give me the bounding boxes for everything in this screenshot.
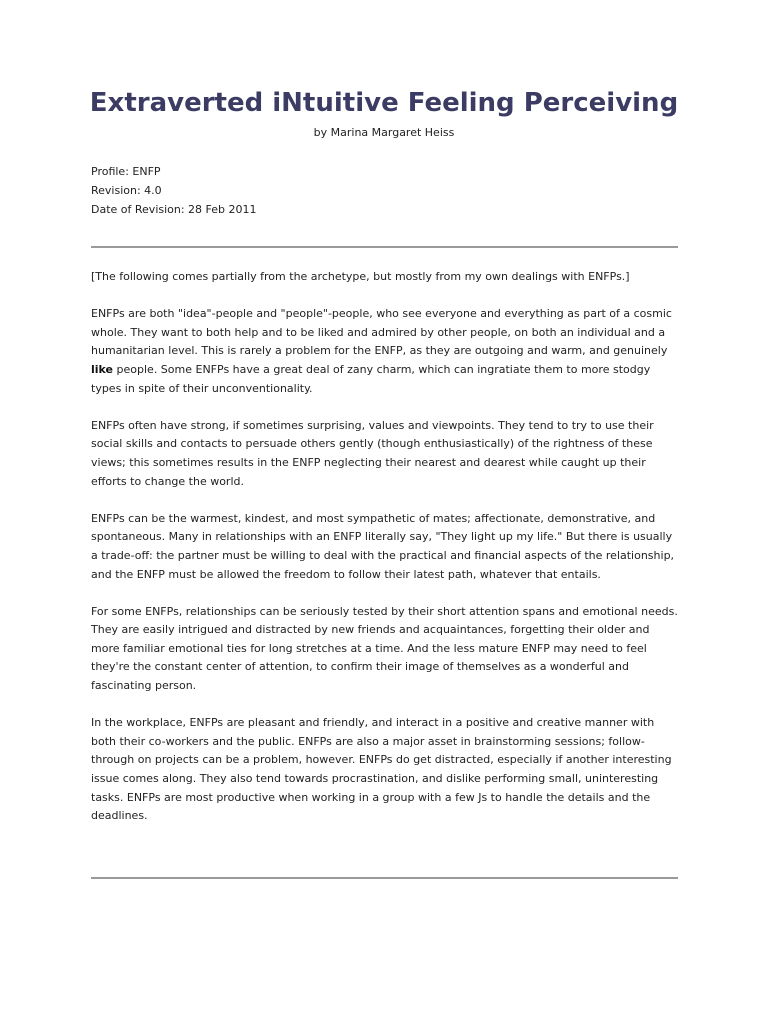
revision-line: Revision: 4.0 [91,184,162,197]
paragraph-5: In the workplace, ENFPs are pleasant and friendly, and interact in a positive and creative manner with both their co-workers and the public. ENFPs are also a major asset in brainstorming sessions; follow-through on projects can be a problem, however. ENFPs do get distracted, especially if another interesting issue comes along. They also tend towards procrastination, and dislike performing small, uninteresting tasks. ENFPs are most productive when working in a group with a few Js to handle the details and the deadlines. [91,716,672,823]
paragraph-1 [91,305,681,398]
intro-paragraph: [The following comes partially from the archetype, but mostly from my own dealings with ENFPs.] [91,270,630,283]
document-meta [91,162,257,219]
profile-line: Profile: ENFP [91,165,161,178]
paragraph-1-part-a: ENFPs are both "idea"-people and "people"-people, who see everyone and everything as part of a cosmic whole. They want to both help and to be liked and admired by other people, on both an individual and a humanitarian level. This is rarely a problem for the ENFP, as they are outgoing and warm, and genuinely [91,307,672,358]
author-byline: by Marina Margaret Heiss [313,126,455,139]
paragraph-2: ENFPs often have strong, if sometimes surprising, values and viewpoints. They tend to try to use their social skills and contacts to persuade others gently (though enthusiastically) of the rightness of these views; this sometimes results in the ENFP neglecting their nearest and dearest while caught up their efforts to change the world. [91,418,654,488]
top-divider [91,246,678,248]
bottom-divider [91,877,678,879]
paragraph-1-part-b: people. Some ENFPs have a great deal of zany charm, which can ingratiate them to more stodgy types in spite of their unconventionality. [91,362,651,395]
revision-date-line: Date of Revision: 28 Feb 2011 [91,203,257,216]
paragraph-3: ENFPs can be the warmest, kindest, and most sympathetic of mates; affectionate, demonstrative, and spontaneous. Many in relationships with an ENFP literally say, "They light up my life." But there is usually a trade-off: the partner must be willing to deal with the practical and financial aspects of the relationship, and the ENFP must be allowed the freedom to follow their latest path, whatever that entails. [91,511,675,581]
bold-like: like [91,362,114,376]
document-title: Extraverted iNtuitive Feeling Perceiving [89,88,679,118]
paragraph-4: For some ENFPs, relationships can be seriously tested by their short attention spans and emotional needs. They are easily intrigued and distracted by new friends and acquaintances, forgetting their older and more familiar emotional ties for long stretches at a time. And the less mature ENFP may need to feel they're the constant center of attention, to confirm their image of themselves as a wonderful and fascinating person. [91,604,678,693]
document-body [91,268,681,844]
